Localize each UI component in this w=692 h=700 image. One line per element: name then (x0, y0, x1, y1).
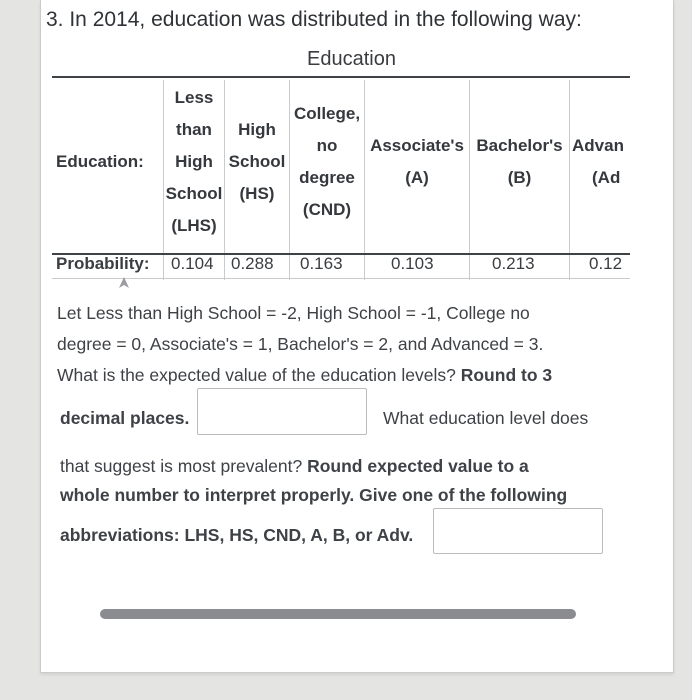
text-line: whole number to interpret properly. Give one of the following (60, 485, 568, 505)
header-line: Less (174, 88, 214, 107)
text-line: abbreviations: LHS, HS, CND, A, B, or Adv. (60, 525, 414, 545)
header-line: Associate's (370, 136, 464, 155)
header-line: (LHS) (171, 216, 217, 235)
expected-value-input[interactable] (197, 388, 367, 435)
probability-lhs: 0.104 (171, 254, 214, 273)
column-header-advanced (572, 130, 630, 194)
header-line: Bachelor's (476, 136, 563, 155)
text-line (60, 455, 529, 477)
header-line: School (228, 152, 286, 171)
header-line: High (238, 120, 276, 139)
question-text (57, 298, 627, 391)
header-line: (HS) (239, 184, 275, 203)
column-header-hs (225, 114, 289, 210)
header-line: Advan (572, 136, 624, 155)
table-top-border (52, 76, 630, 78)
scrollbar-thumb[interactable] (100, 609, 576, 619)
header-line: degree (299, 168, 355, 187)
header-line: (A) (405, 168, 429, 187)
education-row-header: Education: (56, 152, 144, 171)
header-line: (B) (507, 168, 532, 187)
text-line: Let Less than High School = -2, High School = -1, College no (57, 303, 530, 323)
probability-advanced: 0.12 (589, 254, 623, 273)
probability-bachelors: 0.213 (492, 254, 535, 273)
header-line: College, (293, 104, 361, 123)
mouse-cursor-icon (118, 276, 130, 290)
text-segment: What is the expected value of the education levels? (57, 365, 461, 385)
column-header-bachelors (470, 130, 569, 194)
probability-row-header: Probability: (56, 254, 150, 273)
column-header-lhs (164, 82, 224, 242)
question-title: 3. In 2014, education was distributed in the following way: (46, 8, 582, 31)
text-segment-bold: Round expected value to a (307, 456, 529, 476)
grid-line (569, 80, 570, 280)
text-segment: that suggest is most prevalent? (60, 456, 308, 476)
probability-cnd: 0.163 (300, 254, 343, 273)
grid-line (52, 278, 630, 279)
header-line: School (165, 184, 223, 203)
header-line: no (316, 136, 338, 155)
text-segment-bold: Round to 3 (460, 365, 553, 385)
text-line (57, 360, 627, 391)
column-header-associates (365, 130, 469, 194)
column-header-cnd (288, 98, 366, 226)
header-line: (Ad (592, 168, 621, 187)
header-line: High (175, 152, 213, 171)
table-caption: Education (307, 48, 396, 70)
text-line: decimal places. (60, 408, 190, 428)
text-line: degree = 0, Associate's = 1, Bachelor's = 2, and Advanced = 3. (57, 334, 544, 354)
education-level-input[interactable] (433, 508, 603, 554)
probability-hs: 0.288 (231, 254, 274, 273)
probability-associates: 0.103 (391, 254, 434, 273)
text-line: What education level does (383, 408, 589, 428)
header-line: than (176, 120, 212, 139)
header-line: (CND) (302, 200, 352, 219)
